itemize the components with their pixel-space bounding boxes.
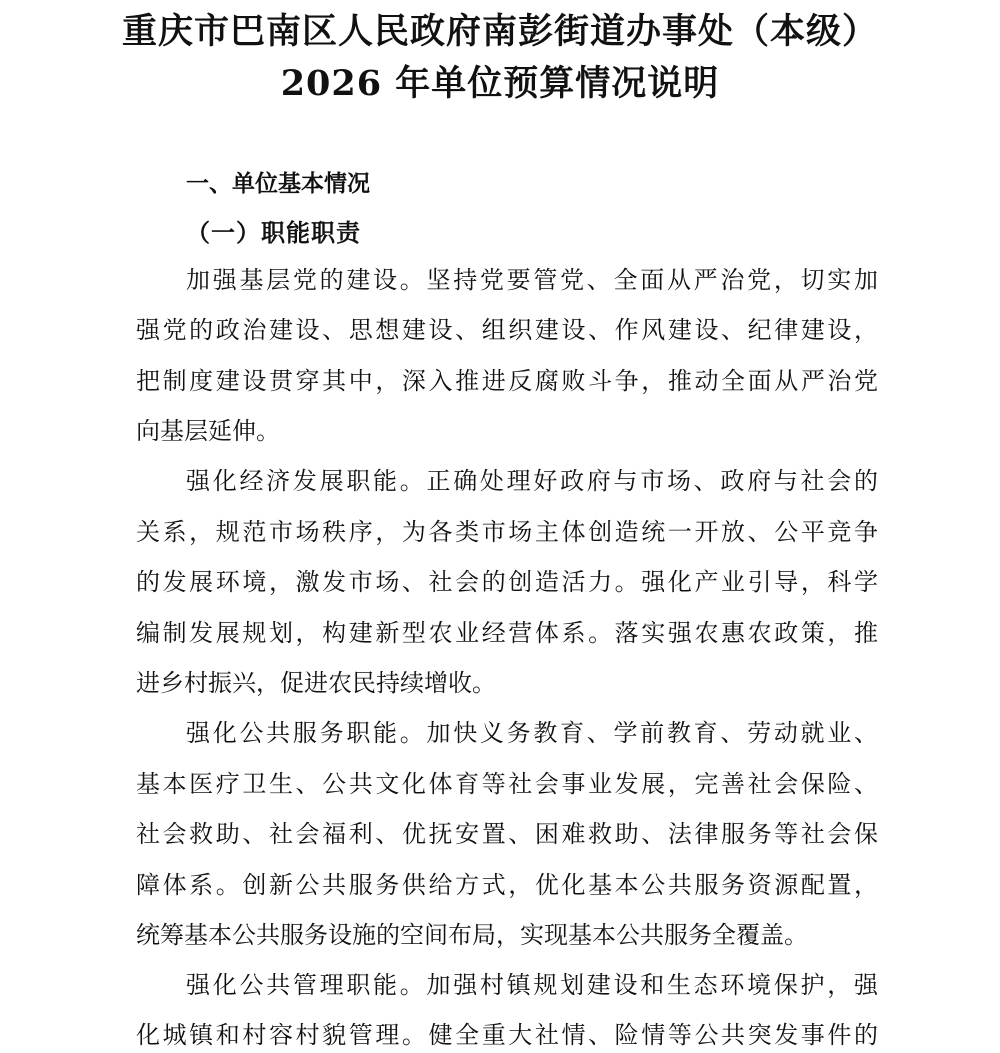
- paragraph-line: 强化公共管理职能。加强村镇规划建设和生态环境保护，强: [186, 971, 878, 999]
- section-heading-basic-info: 一、单位基本情况: [186, 171, 370, 197]
- subsection-heading-duties: （一）职能职责: [186, 218, 361, 247]
- paragraph-line: 社会救助、社会福利、优抚安置、困难救助、法律服务等社会保: [136, 820, 878, 848]
- paragraph-line: 关系，规范市场秩序，为各类市场主体创造统一开放、公平竞争: [136, 518, 878, 546]
- paragraph-line: 统筹基本公共服务设施的空间布局，实现基本公共服务全覆盖。: [136, 921, 808, 949]
- document-title-line-2: 2026 年单位预算情况说明: [280, 63, 720, 104]
- document-title-line-1: 重庆市巴南区人民政府南彭街道办事处（本级）: [121, 11, 878, 52]
- paragraph-line: 加强基层党的建设。坚持党要管党、全面从严治党，切实加: [186, 266, 878, 294]
- paragraph-line: 强党的政治建设、思想建设、组织建设、作风建设、纪律建设，: [136, 316, 878, 344]
- paragraph-line: 向基层延伸。: [136, 417, 280, 445]
- paragraph-line: 编制发展规划，构建新型农业经营体系。落实强农惠农政策，推: [136, 619, 878, 647]
- paragraph-line: 强化公共服务职能。加快义务教育、学前教育、劳动就业、: [186, 719, 878, 747]
- paragraph-line: 把制度建设贯穿其中，深入推进反腐败斗争，推动全面从严治党: [136, 367, 878, 395]
- paragraph-line: 进乡村振兴，促进农民持续增收。: [136, 669, 496, 697]
- paragraph-line: 基本医疗卫生、公共文化体育等社会事业发展，完善社会保险、: [136, 770, 878, 798]
- paragraph-line: 障体系。创新公共服务供给方式，优化基本公共服务资源配置，: [136, 871, 878, 899]
- paragraph-line: 强化经济发展职能。正确处理好政府与市场、政府与社会的: [186, 467, 878, 495]
- paragraph-line: 化城镇和村容村貌管理。健全重大社情、险情等公共突发事件的: [136, 1021, 878, 1049]
- paragraph-line: 的发展环境，激发市场、社会的创造活力。强化产业引导，科学: [136, 568, 878, 596]
